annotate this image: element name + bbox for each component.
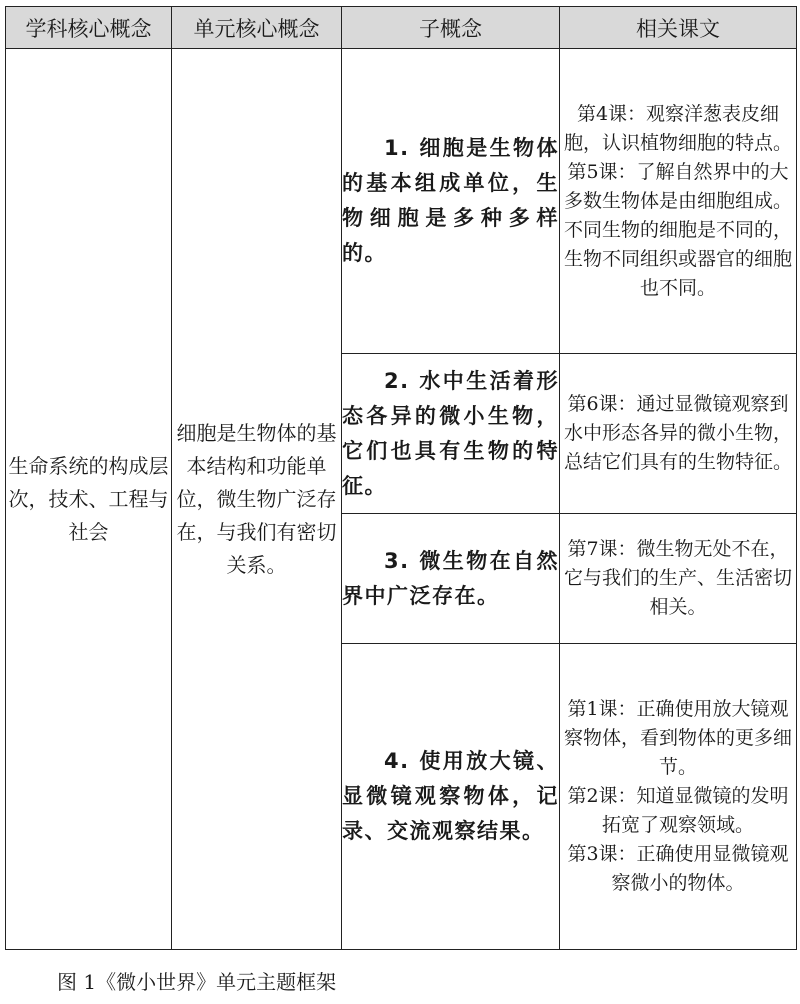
sub-concept-text: 1. 细胞是生物体的基本组成单位，生物细胞是多种多样的。 [342,136,559,265]
lesson-text: 第4课：观察洋葱表皮细胞，认识植物细胞的特点。 [563,102,792,154]
sub-concept-cell [342,514,560,644]
sub-concept-text: 4. 使用放大镜、显微镜观察物体，记录、交流观察结果。 [342,749,559,843]
sub-concept-cell [342,49,560,354]
related-lessons-cell [560,644,797,950]
lesson-text: 第3课：正确使用显微镜观察微小的物体。 [567,843,789,894]
lesson-text: 第7课：微生物无处不在，它与我们的生产、生活密切相关。 [563,538,792,618]
related-lessons-cell [560,514,797,644]
table-row [6,49,797,354]
unit-concept-cell: 细胞是生物体的基本结构和功能单位，微生物广泛存在，与我们有密切关系。 [172,49,342,950]
figure-caption: 图 1《微小世界》单元主题框架 [57,970,337,994]
unit-framework-table [5,6,797,950]
sub-concept-cell [342,644,560,950]
related-lessons-cell [560,354,797,514]
sub-concept-text: 3. 微生物在自然界中广泛存在。 [342,548,559,608]
header-discipline-concept: 学科核心概念 [6,7,172,49]
header-row [6,7,797,49]
lesson-text: 第2课：知道显微镜的发明拓宽了观察领域。 [567,785,789,836]
lesson-text: 第1课：正确使用放大镜观察物体，看到物体的更多细节。 [563,698,792,778]
discipline-concept-cell: 生命系统的构成层次，技术、工程与社会 [6,49,172,950]
related-lessons-cell [560,49,797,354]
sub-concept-text: 2. 水中生活着形态各异的微小生物，它们也具有生物的特征。 [342,368,559,498]
header-related-lessons: 相关课文 [560,7,797,49]
lesson-text: 第5课：了解自然界中的大多数生物体是由细胞组成。不同生物的细胞是不同的，生物不同组织或器官的细胞也不同。 [563,160,792,299]
header-sub-concept: 子概念 [342,7,560,49]
sub-concept-cell [342,354,560,514]
lesson-text: 第6课：通过显微镜观察到水中形态各异的微小生物，总结它们具有的生物特征。 [563,393,792,473]
header-unit-concept: 单元核心概念 [172,7,342,49]
